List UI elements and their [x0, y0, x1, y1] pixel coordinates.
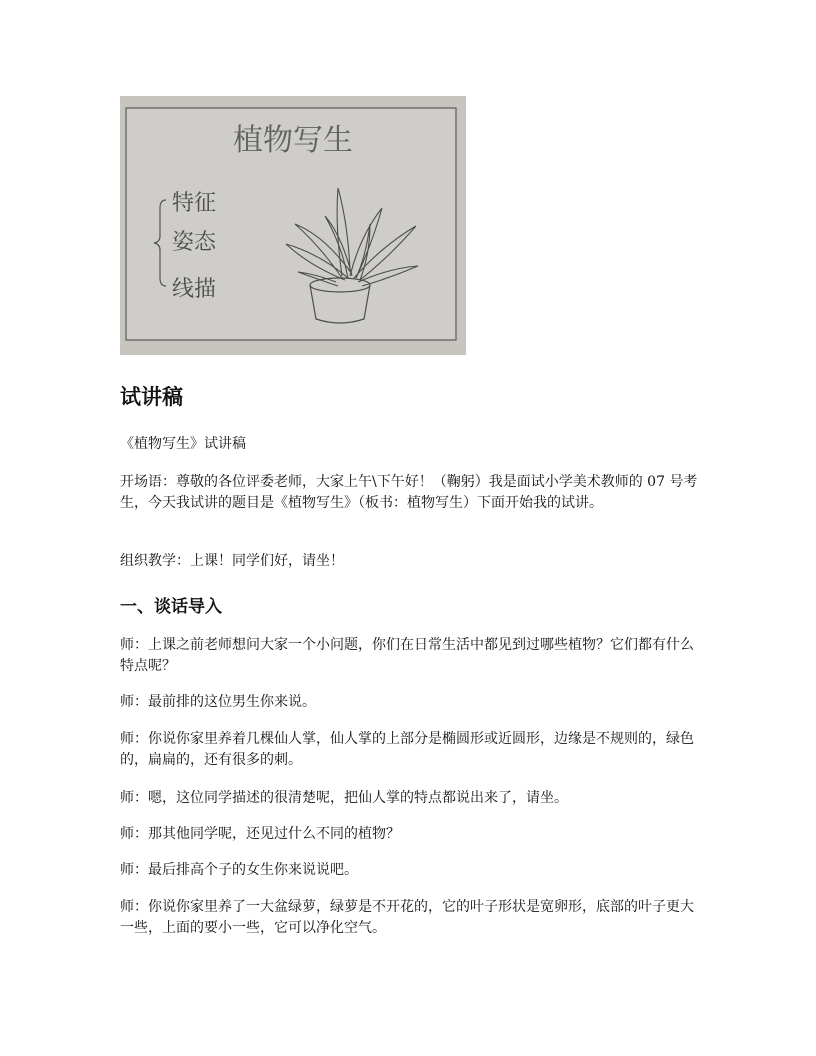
sketch-label-3: 线描: [172, 277, 217, 302]
dialogue-paragraph: 师：你说你家里养着几棵仙人掌，仙人掌的上部分是椭圆形或近圆形，边缘是不规则的，绿色的，扁扁的，还有很多的刺。: [120, 731, 694, 768]
dialogue-paragraph: 师：最前排的这位男生你来说。: [120, 694, 316, 710]
dialogue-paragraph: 师：你说你家里养了一大盆绿萝，绿萝是不开花的，它的叶子形状是宽卵形，底部的叶子更大一些，上面的要小一些，它可以净化空气。: [120, 899, 694, 936]
document-title: 试讲稿: [120, 385, 183, 409]
sketch-label-2: 姿态: [172, 230, 217, 255]
section-heading-intro: 一、谈话导入: [120, 597, 222, 617]
dialogue-paragraph: 师：那其他同学呢，还见过什么不同的植物？: [120, 826, 400, 842]
lecture-subtitle: 《植物写生》试讲稿: [120, 436, 246, 452]
sketch-label-1: 特征: [172, 191, 217, 216]
sketch-drawing: [120, 96, 466, 355]
dialogue-paragraph: 师：最后排高个子的女生你来说说吧。: [120, 862, 358, 878]
sketch-title: 植物写生: [233, 123, 353, 158]
blackboard-sketch-photo: [120, 96, 466, 355]
dialogue-paragraph: 师：嗯，这位同学描述的很清楚呢，把仙人掌的特点都说出来了，请坐。: [120, 790, 568, 806]
opening-paragraph: 开场语：尊敬的各位评委老师，大家上午\下午好！（鞠躬）我是面试小学美术教师的 07 号考生，今天我试讲的题目是《植物写生》（板书：植物写生）下面开始我的试讲。: [120, 474, 698, 511]
dialogue-paragraph: 师：上课之前老师想问大家一个小问题，你们在日常生活中都见到过哪些植物？它们都有什么特点呢？: [120, 637, 694, 674]
organize-paragraph: 组织教学：上课！同学们好，请坐！: [120, 553, 344, 569]
